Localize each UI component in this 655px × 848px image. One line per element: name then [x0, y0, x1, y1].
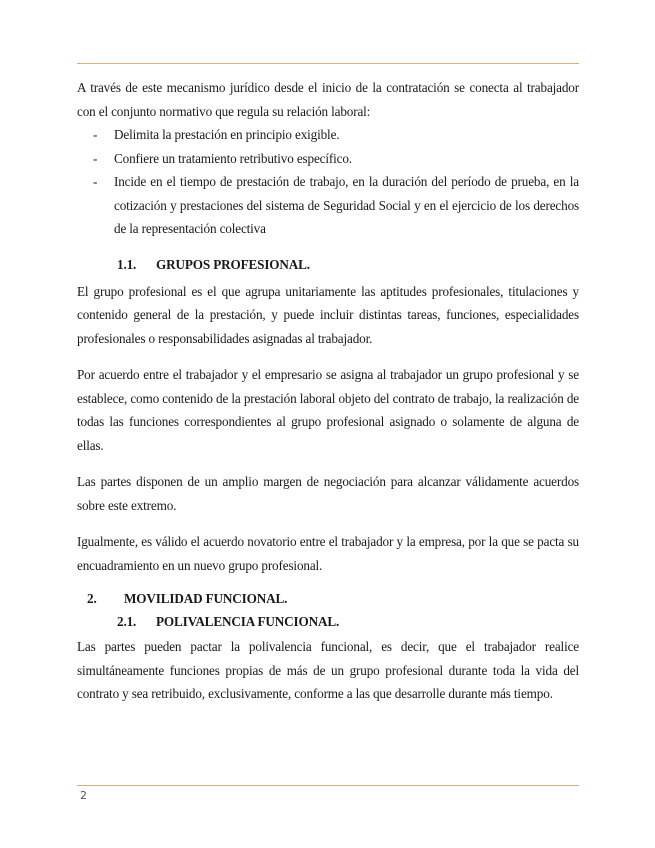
bullet-text: Confiere un tratamiento retributivo específico.: [114, 150, 352, 166]
list-item: [77, 170, 579, 241]
heading-title: GRUPOS PROFESIONAL.: [156, 256, 310, 272]
bullet-marker: -: [93, 127, 98, 142]
heading-polivalencia-funcional: [77, 610, 579, 633]
bullet-text: Incide en el tiempo de prestación de trabajo, en la duración del período de prueba, en la cotización y prestaciones del sistema de Seguridad Social y en el ejercicio de los derechos de la representación colectiva: [114, 174, 579, 236]
intro-bullet-list: [77, 123, 579, 241]
bullet-text: Delimita la prestación en principio exigible.: [114, 127, 340, 142]
list-item: [77, 123, 579, 147]
paragraph-grupo-definicion: El grupo profesional es el que agrupa unitariamente las aptitudes profesionales, titulaciones y contenido general de la prestación, y puede incluir distintas tareas, funciones, especialidades profesionales o responsabilidades asignadas al trabajador.: [77, 283, 579, 346]
list-item: [77, 147, 579, 171]
heading-title: POLIVALENCIA FUNCIONAL.: [156, 614, 340, 629]
paragraph-negociacion: Las partes disponen de un amplio margen de negociación para alcanzar válidamente acuerdos sobre este extremo.: [77, 474, 579, 513]
heading-number: 1.1.: [117, 256, 137, 272]
bullet-marker: -: [93, 150, 98, 166]
heading-number: 2.1.: [117, 614, 137, 629]
heading-number: 2.: [87, 591, 97, 606]
bullet-marker: -: [93, 174, 98, 189]
intro-paragraph: A través de este mecanismo jurídico desde el inicio de la contratación se conecta al trabajador con el conjunto normativo que regula su relación laboral:: [77, 80, 579, 119]
document-body: [77, 76, 579, 706]
heading-movilidad-funcional: [77, 587, 579, 610]
paragraph-acuerdo: Por acuerdo entre el trabajador y el empresario se asigna al trabajador un grupo profesional y se establece, como contenido de la prestación laboral objeto del contrato de trabajo, la realización de todas las funciones correspondientes al grupo profesional asignado o solamente de alguna de ellas.: [77, 367, 579, 453]
paragraph-polivalencia: Las partes pueden pactar la polivalencia funcional, es decir, que el trabajador realice simultáneamente funciones propias de más de un grupo profesional durante toda la vida del contrato y sea retribuido, exclusivamente, conforme a las que desarrolle durante más tiempo.: [77, 639, 579, 701]
header-rule: [77, 63, 579, 64]
paragraph-novatorio: Igualmente, es válido el acuerdo novatorio entre el trabajador y la empresa, por la que se pacta su encuadramiento en un nuevo grupo profesional.: [77, 534, 579, 573]
footer-rule: [77, 785, 579, 786]
heading-grupos-profesional: [77, 253, 579, 276]
page-number: 2: [80, 789, 87, 802]
heading-title: MOVILIDAD FUNCIONAL.: [124, 591, 288, 606]
